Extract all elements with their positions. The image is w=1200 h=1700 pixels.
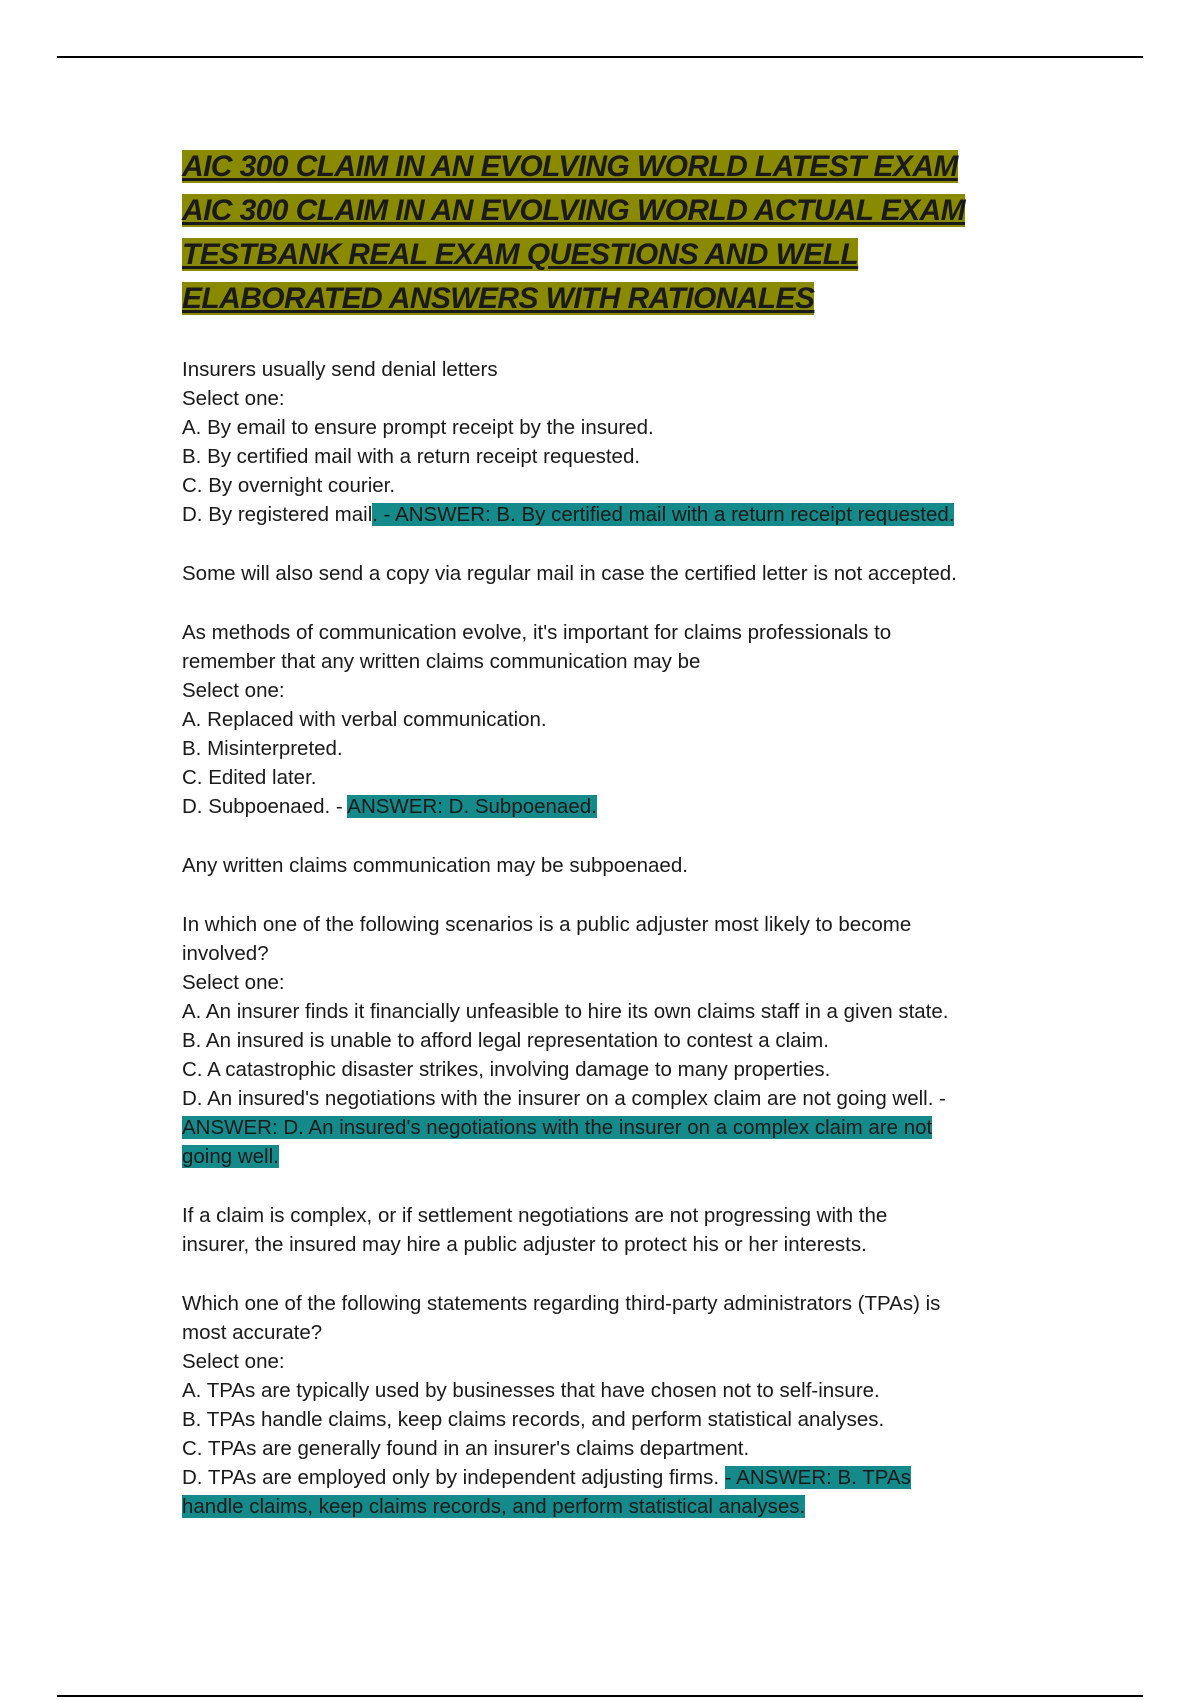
option-c: C. A catastrophic disaster strikes, involving damage to many properties. bbox=[182, 1058, 831, 1081]
answer-highlight: - ANSWER: B. TPAs bbox=[724, 1466, 911, 1489]
top-rule bbox=[57, 56, 1143, 58]
question-text: Insurers usually send denial letters bbox=[182, 358, 498, 381]
option-c: C. TPAs are generally found in an insurer's claims department. bbox=[182, 1437, 750, 1460]
question-block-4 bbox=[182, 1289, 1032, 1521]
rationale-text: insurer, the insured may hire a public adjuster to protect his or her interests. bbox=[182, 1233, 867, 1256]
answer-line bbox=[182, 1113, 1032, 1142]
question-text: In which one of the following scenarios is a public adjuster most likely to become bbox=[182, 913, 912, 936]
select-one-label: Select one: bbox=[182, 679, 285, 702]
title-line: ELABORATED ANSWERS WITH RATIONALES bbox=[182, 282, 815, 315]
option-a: A. By email to ensure prompt receipt by the insured. bbox=[182, 416, 654, 439]
question-text: remember that any written claims communication may be bbox=[182, 650, 701, 673]
question-text: most accurate? bbox=[182, 1321, 323, 1344]
answer-highlight: handle claims, keep claims records, and perform statistical analyses. bbox=[182, 1495, 806, 1518]
option-a: A. Replaced with verbal communication. bbox=[182, 708, 547, 731]
question-block-2 bbox=[182, 618, 1032, 821]
option-d-line bbox=[182, 500, 1032, 529]
question-block-1 bbox=[182, 355, 1032, 529]
rationale-text: If a claim is complex, or if settlement negotiations are not progressing with the bbox=[182, 1204, 888, 1227]
rationale-2 bbox=[182, 851, 1032, 880]
question-block-3 bbox=[182, 910, 1032, 1171]
rationale-text: Some will also send a copy via regular mail in case the certified letter is not accepted. bbox=[182, 562, 957, 585]
question-text: Which one of the following statements regarding third-party administrators (TPAs) is bbox=[182, 1292, 941, 1315]
question-text: As methods of communication evolve, it's important for claims professionals to bbox=[182, 621, 892, 644]
select-one-label: Select one: bbox=[182, 971, 285, 994]
answer-highlight: ANSWER: D. Subpoenaed. bbox=[347, 795, 597, 818]
document-title bbox=[182, 145, 1032, 321]
select-one-label: Select one: bbox=[182, 387, 285, 410]
option-d: D. Subpoenaed. - bbox=[182, 795, 343, 818]
option-d: D. TPAs are employed only by independent adjusting firms. bbox=[182, 1466, 725, 1489]
option-a: A. TPAs are typically used by businesses that have chosen not to self-insure. bbox=[182, 1379, 880, 1402]
bottom-rule bbox=[57, 1695, 1143, 1697]
option-d: D. By registered mail bbox=[182, 503, 373, 526]
title-line: AIC 300 CLAIM IN AN EVOLVING WORLD LATEST EXAM bbox=[182, 150, 958, 183]
option-a: A. An insurer finds it financially unfeasible to hire its own claims staff in a given state. bbox=[182, 1000, 949, 1023]
rationale-1 bbox=[182, 559, 1032, 588]
select-one-label: Select one: bbox=[182, 1350, 285, 1373]
option-b: B. By certified mail with a return receipt requested. bbox=[182, 445, 641, 468]
title-line: TESTBANK REAL EXAM QUESTIONS AND WELL bbox=[182, 238, 859, 271]
option-b: B. TPAs handle claims, keep claims records, and perform statistical analyses. bbox=[182, 1408, 885, 1431]
answer-line bbox=[182, 1142, 1032, 1171]
answer-highlight: going well. bbox=[182, 1145, 279, 1168]
option-d: D. An insured's negotiations with the insurer on a complex claim are not going well. - bbox=[182, 1087, 946, 1110]
rationale-text: Any written claims communication may be subpoenaed. bbox=[182, 854, 688, 877]
answer-highlight: ANSWER: D. An insured's negotiations with the insurer on a complex claim are not bbox=[182, 1116, 933, 1139]
option-b: B. Misinterpreted. bbox=[182, 737, 343, 760]
option-d-line bbox=[182, 792, 1032, 821]
option-d-line bbox=[182, 1463, 1032, 1492]
title-line: AIC 300 CLAIM IN AN EVOLVING WORLD ACTUAL EXAM bbox=[182, 194, 966, 227]
answer-highlight: . - ANSWER: B. By certified mail with a return receipt requested. bbox=[372, 503, 955, 526]
document-page bbox=[182, 145, 1032, 1551]
question-text: involved? bbox=[182, 942, 269, 965]
option-b: B. An insured is unable to afford legal representation to contest a claim. bbox=[182, 1029, 829, 1052]
option-c: C. By overnight courier. bbox=[182, 474, 396, 497]
option-c: C. Edited later. bbox=[182, 766, 317, 789]
rationale-3 bbox=[182, 1201, 1032, 1259]
answer-line bbox=[182, 1492, 1032, 1521]
